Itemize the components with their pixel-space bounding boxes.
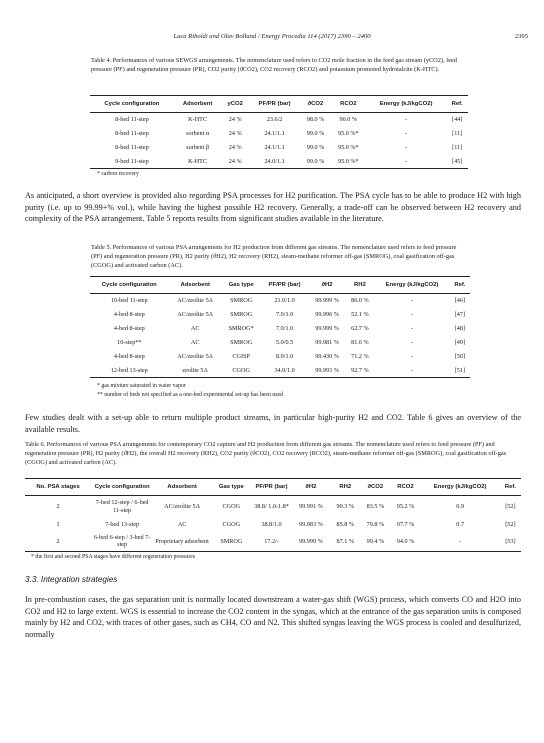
table5-header: ϑH2 — [321, 281, 333, 288]
table5-header: RH2 — [353, 281, 366, 288]
table5-cell: 8.0/1.0 — [275, 353, 294, 360]
table5-cell: 71.2 % — [351, 353, 369, 360]
table4-header: yCO2 — [227, 100, 243, 107]
table5-footnote: * gas mixture saturated in water vapor — [97, 383, 186, 389]
table5-cell: 99.999 % — [315, 325, 339, 332]
table4-cell: 24.1/1.1 — [264, 144, 285, 151]
table5-cell: SMROG — [230, 311, 253, 318]
table5-footnote: ** number of beds not specified as a one-bed experimental set-up has been used — [97, 392, 283, 398]
table5-cell: - — [410, 366, 414, 374]
table5-cell: 10-bed 11-step — [110, 297, 148, 305]
table5-cell: [47] — [454, 311, 466, 318]
table4-cell: 24.1/1.1 — [264, 130, 285, 137]
table5-cell: SMROG* — [228, 325, 254, 332]
table5-cell: [46] — [454, 297, 466, 305]
table5-cell: AC — [190, 339, 200, 346]
table5-cell: 34.0/1.0 — [274, 366, 295, 374]
table6-header: Gas type — [218, 483, 244, 490]
table6-cell: 0.7 — [456, 521, 465, 528]
table5-cell: [50] — [454, 353, 466, 360]
table4-cell: 24 % — [228, 144, 242, 151]
table4-cell: - — [405, 116, 408, 124]
table6-cell: 7-bed 12-step / 6-bed 11-step — [95, 499, 149, 514]
table4-header: ϑCO2 — [307, 100, 324, 107]
table5-header: Energy (kJ/kgCO2) — [385, 281, 439, 288]
page-number: 2395 — [514, 33, 528, 40]
table5-cell: CGOG — [232, 366, 250, 374]
journal-header: Luca Riboldi and Olav Bolland / Energy Procedia 114 (2017) 2390 – 2400 — [173, 33, 371, 40]
table4-cell: 8-bed 11-step — [115, 130, 149, 137]
table5-cell: 4-bed 8-step — [113, 353, 145, 360]
table6-cell: 6-bed 6-step / 3-bed 7-step — [93, 533, 151, 549]
table6-cell: 2 — [56, 503, 60, 511]
table5-header: Cycle configuration — [101, 281, 157, 288]
table5-cell: 5.0/0.5 — [275, 339, 294, 346]
table4-cell: sorbent β — [186, 144, 210, 151]
table6-header: Adsorbent — [167, 483, 197, 490]
table6-cell: 79.8 % — [366, 521, 385, 528]
table4-cell: 9-bed 11-step — [115, 157, 149, 165]
table4-cell: [11] — [452, 130, 463, 137]
table6-cell: 95.2 % — [396, 503, 415, 511]
table4-cell: K-HTC — [188, 116, 208, 124]
table5-cell: - — [410, 339, 414, 346]
table4-header: Adsorbent — [182, 100, 213, 107]
table6-cell: 99.999 % — [299, 537, 323, 545]
table6-caption: Table 6. Performances of various PSA arrangements for contemporary CO2 capture and H2 production from different gas streams. The nomenclature used refers to feed pressure (PF) and regeneration pressure (PR), H2 purity (ϑH2), the overall H2 recovery (RH2), CO2 purity (ϑCO2), CO2 recovery (RCO2), steam-methane reformer off-gas (SMROG), coal gasification off-gas (CGOG) and activated carbon (AC). — [25, 441, 507, 466]
table5-header: Ref. — [454, 281, 466, 288]
table5-header: PF/PR (bar) — [268, 281, 301, 288]
table6-cell: 0.9 — [456, 503, 465, 511]
table6-cell: SMROG — [220, 537, 243, 545]
table5-cell: - — [410, 325, 414, 332]
table4-cell: 23.6/2 — [266, 116, 283, 124]
table6-footnote: * the first and second PSA stages have different regeneration pressures — [31, 554, 196, 560]
table4-cell: - — [405, 130, 408, 137]
table6-cell: Proprietary adsorbent — [155, 537, 209, 545]
table6-cell: AC/zeolite 5A — [164, 503, 201, 511]
table5-header: Gas type — [228, 281, 254, 288]
table6-cell: CGOG — [222, 503, 241, 511]
table5-cell: 99.981 % — [315, 339, 339, 346]
table6-cell: 1 — [56, 521, 60, 528]
table5-cell: AC/zeolite 5A — [177, 353, 214, 360]
table6-cell: [52] — [505, 503, 516, 511]
table4-cell: 24 % — [228, 157, 242, 165]
table6-cell: [53] — [505, 537, 516, 545]
table5-cell: SMROG — [230, 297, 253, 305]
table4-cell: [11] — [452, 144, 463, 151]
table4-cell: sorbent α — [186, 130, 210, 137]
table4-cell: 90.0 % — [339, 116, 358, 124]
table6-cell: 2 — [56, 537, 60, 545]
table6-cell: [52] — [505, 521, 516, 528]
table6-header: PF/PR (bar) — [255, 483, 288, 490]
table4-cell: 99.0 % — [306, 157, 325, 165]
running-header — [0, 33, 544, 45]
table4-cell: - — [405, 144, 408, 151]
table4-cell: 98.0 % — [306, 116, 325, 124]
table6-cell: 38.8/ 1.0-1.8* — [254, 503, 289, 510]
table4-cell: 8-bed 11-step — [115, 144, 149, 151]
table4-cell: 24 % — [228, 130, 242, 137]
table6-cell: 87.1 % — [336, 537, 355, 545]
table5-cell: - — [410, 297, 414, 305]
table5-cell: zeolite 5A — [182, 366, 208, 374]
table4-header: Energy (kJ/kgCO2) — [379, 100, 433, 107]
body-paragraph: As anticipated, a short overview is provided also regarding PSA processes for H2 purification. The PSA cycle has to be able to produce H2 with high purity (i.e. up to 99.99+% vol.), while having the highest possible H2 recovery. Generally, a trade-off can be observed between H2 recovery and complexity of the PSA arrangement. Table 5 reports results from significant studies available in the literature. — [25, 191, 521, 224]
table5-cell: 4-bed 8-step — [113, 311, 145, 318]
table5-caption: Table 5. Performances of various PSA arrangements for H2 production from different gas streams. The nomenclature used refers to feed pressure (PF) and regeneration pressure (PR), H2 purity (ϑH2), H2 recovery (RH2), steam-methane reformer off-gas (SMROG), coal gasification off-gas (CGOG) and activated carbon (AC). — [91, 244, 457, 269]
table5-cell: AC/zeolite 5A — [177, 297, 214, 305]
table4-cell: 95.0 %* — [337, 144, 359, 151]
table5 — [90, 276, 470, 378]
table5-cell: 10-step** — [117, 339, 142, 346]
table5-cell: AC — [190, 325, 200, 332]
table4-cell: [44] — [452, 116, 463, 124]
table4-header: Ref. — [451, 100, 463, 107]
table6-header: Energy (kJ/kgCO2) — [433, 483, 487, 490]
table5-cell: 4-bed 8-step — [113, 325, 145, 332]
table5-header: Adsorbent — [180, 281, 210, 288]
table6-cell: 99.991 % — [299, 503, 323, 511]
table5-cell: 99.996 % — [315, 311, 339, 318]
table4-cell: 8-bed 11-step — [115, 116, 149, 124]
table4-header: PF/PR (bar) — [258, 100, 291, 107]
table4-header: RCO2 — [340, 100, 357, 107]
table5-cell: 12-bed 13-step — [110, 366, 148, 374]
table6-header: ϑCO2 — [367, 483, 384, 490]
table5-cell: 7.0/1.0 — [275, 325, 294, 332]
table5-cell: 99.993 % — [315, 366, 339, 374]
table4-cell: - — [405, 157, 408, 165]
table5-cell: 86.0 % — [351, 297, 369, 305]
table6-cell: 83.5 % — [366, 503, 385, 511]
table6-cell: 7-bed 13-step — [105, 521, 140, 528]
table6-header: RH2 — [339, 483, 352, 490]
table5-cell: 99.430 % — [315, 353, 339, 360]
table5-cell: 52.1 % — [351, 311, 369, 318]
table6-cell: AC — [177, 521, 187, 528]
table5-cell: - — [410, 311, 414, 318]
table4-cell: 95.0 %* — [337, 157, 359, 165]
table4-cell: K-HTC — [188, 157, 208, 165]
table6-cell: 90.3 % — [336, 503, 355, 511]
table5-cell: 21.0/1.0 — [274, 297, 295, 305]
table5-cell: [48] — [454, 325, 466, 332]
section-heading: 3.3. Integration strategies — [25, 575, 118, 584]
table6-header: Ref. — [504, 483, 516, 490]
table4 — [90, 95, 468, 169]
table4-header: Cycle configuration — [104, 100, 160, 107]
table6-cell: 99.983 % — [299, 521, 323, 528]
table5-cell: 81.6 % — [351, 339, 369, 346]
table6-header: Cycle configuration — [94, 483, 150, 490]
table5-cell: [49] — [454, 339, 466, 346]
table4-cell: [45] — [452, 157, 463, 165]
table4-footnote: * carbon recovery — [97, 171, 139, 177]
table6-cell: 38.8/1.0 — [261, 521, 282, 528]
table5-cell: AC/zeolite 5A — [177, 311, 214, 318]
table4-cell: 95.0 %* — [337, 130, 359, 137]
table5-cell: 99.999 % — [315, 297, 339, 305]
table5-cell: - — [410, 353, 414, 360]
table4-cell: 24 % — [228, 116, 242, 124]
table6 — [25, 478, 521, 552]
table4-cell: 24.0/1.1 — [264, 157, 285, 165]
table6-cell: 97.7 % — [396, 521, 415, 528]
table6-cell: 85.8 % — [336, 521, 355, 528]
table6-cell: - — [459, 537, 462, 545]
body-paragraph: Few studies dealt with a set-up able to return multiple product streams, in particular high-purity H2 and CO2. Table 6 gives an overview of the available results. — [25, 413, 521, 434]
table5-cell: 92.7 % — [351, 366, 369, 374]
table5-cell: CGISP — [232, 353, 250, 360]
table5-cell: 7.0/1.0 — [275, 311, 294, 318]
table6-cell: 94.0 % — [396, 537, 415, 545]
table5-cell: [51] — [454, 366, 466, 374]
table4-cell: 99.0 % — [306, 144, 325, 151]
table6-header: No. PSA stages — [36, 483, 80, 490]
table6-header: ϑH2 — [305, 483, 317, 490]
table6-cell: CGOG — [222, 521, 241, 528]
table6-cell: 17.2/- — [264, 537, 279, 545]
table6-header: RCO2 — [397, 483, 414, 490]
table5-cell: 62.7 % — [351, 325, 369, 332]
table6-cell: 99.4 % — [366, 537, 385, 545]
body-paragraph: In pre-combustion cases, the gas separation unit is normally located downstream a water-gas shift (WGS) process, which converts CO and H2O into CO2 and H2 to large extent. WGS is essential to increase the CO2 content in the syngas, which at the entrance of the gas separation units is composed mainly by H2 and CO2, with traces of other gases, such as CH4, CO and N2. This shifted syngas leaving the WGS process is cooled and desulfurized, normally — [25, 595, 521, 639]
table5-cell: SMROG — [230, 339, 253, 346]
table4-cell: 99.0 % — [306, 130, 325, 137]
table4-caption: Table 4. Performances of various SEWGS arrangements. The nomenclature used refers to CO2 mole fraction in the feed gas stream (yCO2), feed pressure (PF) and regeneration pressure (PR), CO2 purity (ϑCO2), CO2 recovery (RCO2) and potassium promoted hydrotalcite (K-HTC). — [91, 57, 457, 73]
